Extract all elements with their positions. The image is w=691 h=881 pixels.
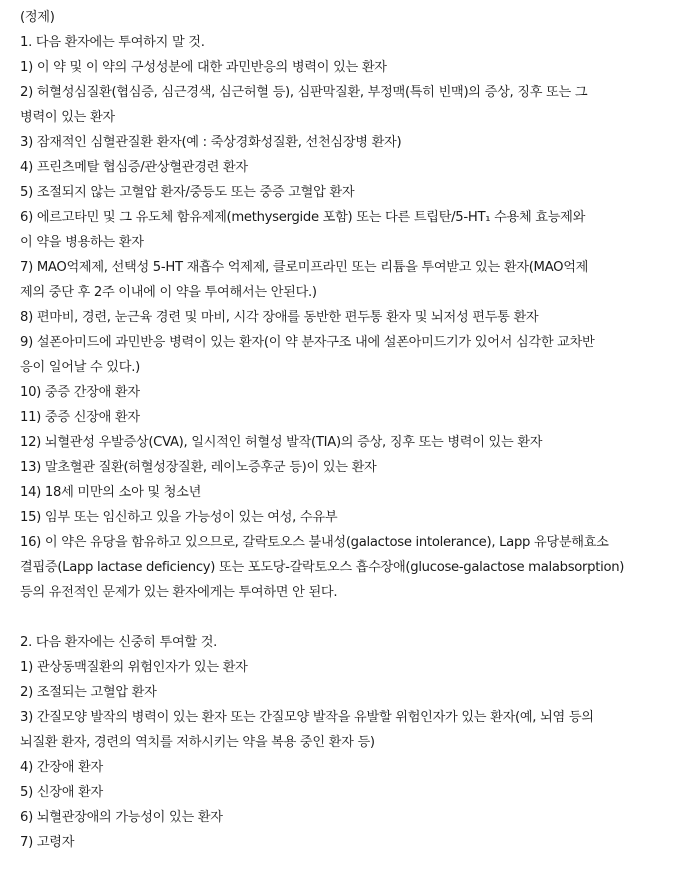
list-line: 1) 이 약 및 이 약의 구성성분에 대한 과민반응의 병력이 있는 환자 (20, 60, 387, 75)
precautions-section (20, 630, 682, 855)
list-line: 2) 조절되는 고혈압 환자 (20, 685, 157, 700)
list-line: 4) 프린츠메탈 협심증/관상혈관경련 환자 (20, 160, 248, 175)
list-line: 응이 일어날 수 있다.) (20, 360, 140, 375)
list-line: 5) 조절되지 않는 고혈압 환자/중등도 또는 중증 고혈압 환자 (20, 185, 355, 200)
list-line: 11) 중증 신장애 환자 (20, 410, 140, 425)
list-line: 15) 임부 또는 임신하고 있을 가능성이 있는 여성, 수유부 (20, 510, 338, 525)
list-line: 3) 잠재적인 심혈관질환 환자(예 : 죽상경화성질환, 선천심장병 환자) (20, 135, 402, 150)
drug-label-document (20, 5, 682, 855)
list-line: 병력이 있는 환자 (20, 110, 115, 125)
list-line: 2) 허혈성심질환(협심증, 심근경색, 심근허혈 등), 심판막질환, 부정맥(특히 빈맥)의 증상, 징후 또는 그 (20, 85, 588, 100)
section-title: 1. 다음 환자에는 투여하지 말 것. (20, 35, 205, 50)
list-line: 12) 뇌혈관성 우발증상(CVA), 일시적인 허혈성 발작(TIA)의 증상, 징후 또는 병력이 있는 환자 (20, 435, 543, 450)
list-line: 9) 설폰아미드에 과민반응 병력이 있는 환자(이 약 분자구조 내에 설폰아미드기가 있어서 심각한 교차반 (20, 335, 595, 350)
list-line: 제의 중단 후 2주 이내에 이 약을 투여해서는 안된다.) (20, 285, 317, 300)
list-line: 뇌질환 환자, 경련의 역치를 저하시키는 약을 복용 중인 환자 등) (20, 735, 375, 750)
document-heading: (정제) (20, 10, 55, 25)
list-line: 14) 18세 미만의 소아 및 청소년 (20, 485, 202, 500)
list-line: 결핍증(Lapp lactase deficiency) 또는 포도당-갈락토오스 흡수장애(glucose-galactose malabsorption) (20, 560, 625, 575)
list-line: 6) 뇌혈관장애의 가능성이 있는 환자 (20, 810, 223, 825)
list-line: 이 약을 병용하는 환자 (20, 235, 144, 250)
list-line: 등의 유전적인 문제가 있는 환자에게는 투여하면 안 된다. (20, 585, 338, 600)
list-line: 6) 에르고타민 및 그 유도체 함유제제(methysergide 포함) 또는 다른 트립탄/5-HT₁ 수용체 효능제와 (20, 210, 586, 225)
list-line: 4) 간장애 환자 (20, 760, 103, 775)
list-line: 1) 관상동맥질환의 위험인자가 있는 환자 (20, 660, 248, 675)
list-line: 7) 고령자 (20, 835, 75, 850)
list-line: 8) 편마비, 경련, 눈근육 경련 및 마비, 시각 장애를 동반한 편두통 환자 및 뇌저성 편두통 환자 (20, 310, 539, 325)
list-line: 13) 말초혈관 질환(허혈성장질환, 레이노증후군 등)이 있는 환자 (20, 460, 377, 475)
list-line: 16) 이 약은 유당을 함유하고 있으므로, 갈락토오스 불내성(galactose intolerance), Lapp 유당분해효소 (20, 535, 609, 550)
list-line: 5) 신장애 환자 (20, 785, 103, 800)
list-line: 7) MAO억제제, 선택성 5-HT 재흡수 억제제, 클로미프라민 또는 리튬을 투여받고 있는 환자(MAO억제 (20, 260, 589, 275)
section-spacer (20, 605, 682, 630)
list-line: 3) 간질모양 발작의 병력이 있는 환자 또는 간질모양 발작을 유발할 위험인자가 있는 환자(예, 뇌염 등의 (20, 710, 594, 725)
section-title: 2. 다음 환자에는 신중히 투여할 것. (20, 635, 218, 650)
contraindications-section (20, 30, 682, 605)
list-line: 10) 중증 간장애 환자 (20, 385, 140, 400)
